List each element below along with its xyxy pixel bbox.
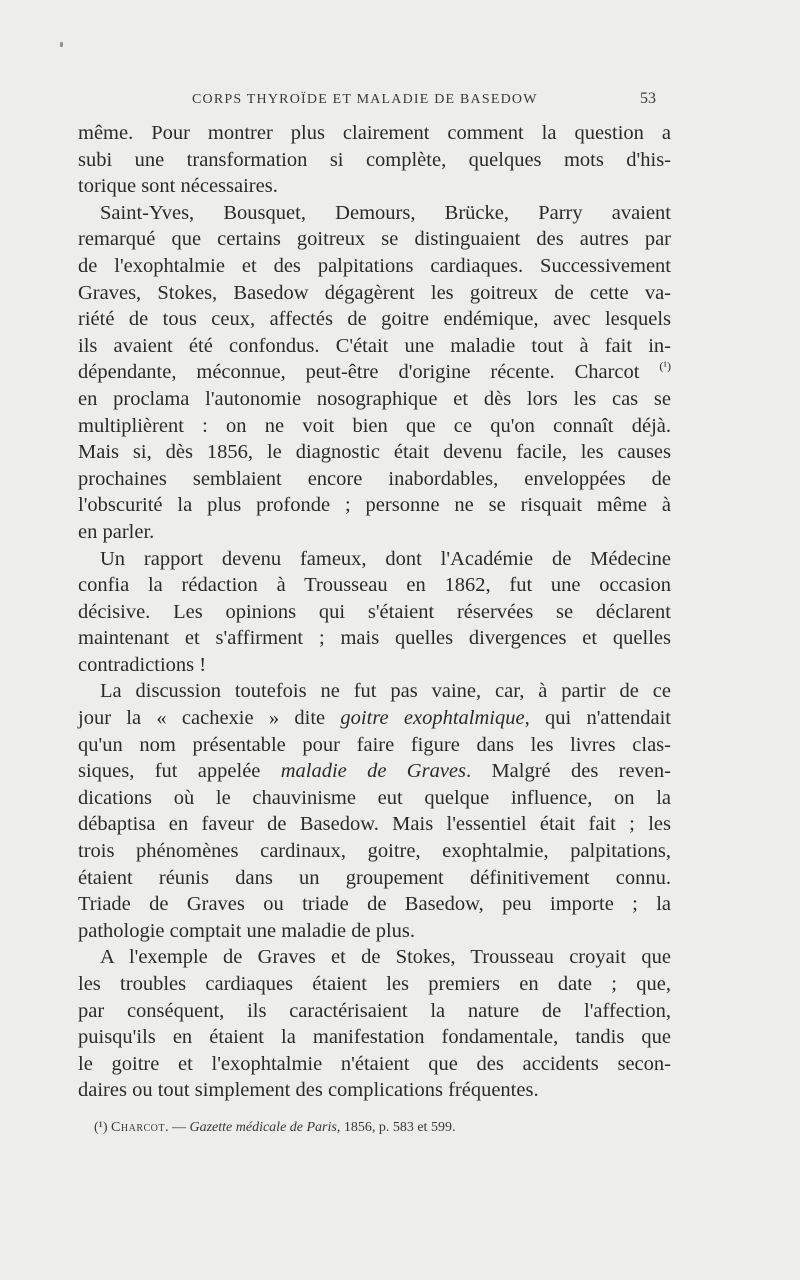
text-line: prochaines semblaient encore inabordables, enveloppées de (78, 467, 671, 490)
text-line: pathologie comptait une maladie de plus. (78, 919, 416, 942)
text-line: La discussion toutefois ne fut pas vaine, car, à partir de ce (100, 680, 671, 703)
page-number: 53 (640, 90, 656, 107)
text-segment: . Malgré des reven- (466, 760, 671, 783)
text-line: l'obscurité la plus profonde ; personne ne se risquait même à (78, 494, 671, 517)
text-line: de l'exophtalmie et des palpitations cardiaques. Successivement (78, 254, 671, 277)
text-line: multiplièrent : on ne voit bien que ce qu'on connaît déjà. (78, 414, 671, 437)
text-segment: siques, fut appelée (78, 760, 261, 783)
text-line: qu'un nom présentable pour faire figure dans les livres clas- (78, 733, 671, 756)
running-title: CORPS THYROÏDE ET MALADIE DE BASEDOW (192, 92, 538, 107)
text-line: remarqué que certains goitreux se distinguaient des autres par (78, 228, 671, 251)
text-line: Mais si, dès 1856, le diagnostic était devenu facile, les causes (78, 441, 671, 464)
text-line: décisive. Les opinions qui s'étaient réservées se déclarent (78, 600, 671, 623)
text-line: le goitre et l'exophtalmie n'étaient que des accidents secon- (78, 1052, 671, 1075)
body-text (78, 120, 671, 1104)
text-line: Un rapport devenu fameux, dont l'Académie de Médecine (100, 547, 671, 570)
footnote-journal: Gazette médicale de Paris (189, 1120, 337, 1135)
text-line: A l'exemple de Graves et de Stokes, Trousseau croyait que (100, 946, 671, 969)
text-line: puisqu'ils en étaient la manifestation fondamentale, tandis que (78, 1026, 671, 1049)
text-line: riété de tous ceux, affectés de goitre endémique, avec lesquels (78, 308, 671, 331)
footnote-author: Charcot (111, 1120, 165, 1135)
text-line: Graves, Stokes, Basedow dégagèrent les goitreux de cette va- (78, 281, 671, 304)
text-line: contradictions ! (78, 653, 207, 676)
text-line-with-note (78, 359, 671, 386)
text-line: étaient réunis dans un groupement définitivement connu. (78, 866, 671, 889)
text-line-mixed (78, 705, 671, 732)
text-line: dications où le chauvinisme eut quelque influence, on la (78, 786, 671, 809)
footnote-marker: (¹) (94, 1120, 108, 1135)
text-line: même. Pour montrer plus clairement comment la question a (78, 122, 671, 144)
text-segment: jour la « cachexie » dite (78, 707, 326, 730)
text-line: subi une transformation si complète, quelques mots d'his- (78, 148, 671, 171)
text-segment: dépendante, méconnue, peut-être d'origine récente. Charcot (78, 361, 640, 384)
text-line: débaptisa en faveur de Basedow. Mais l'essentiel était fait ; les (78, 813, 671, 836)
text-line: maintenant et s'affirment ; mais quelles divergences et quelles (78, 627, 671, 650)
text-line: en parler. (78, 520, 155, 543)
text-line: trois phénomènes cardinaux, goitre, exophtalmie, palpitations, (78, 840, 671, 863)
text-segment: , qui n'attendait (524, 707, 672, 730)
text-line: en proclama l'autonomie nosographique et dès lors les cas se (78, 387, 671, 410)
text-line: Triade de Graves ou triade de Basedow, peu importe ; la (78, 893, 671, 916)
text-line: confia la rédaction à Trousseau en 1862, fut une occasion (78, 574, 671, 597)
text-line: daires ou tout simplement des complications fréquentes. (78, 1079, 539, 1102)
footnote-reference: (¹) (659, 359, 671, 374)
text-line: par conséquent, ils caractérisaient la nature de l'affection, (78, 999, 671, 1022)
text-line: torique sont nécessaires. (78, 175, 278, 198)
footnote-details: , 1856, p. 583 et 599. (336, 1120, 456, 1135)
italic-term: maladie de Graves (280, 760, 466, 783)
italic-term: goitre exophtalmique (340, 707, 525, 730)
print-speck (60, 42, 63, 47)
text-line-mixed (78, 758, 671, 785)
text-line: ils avaient été confondus. C'était une maladie tout à fait in- (78, 334, 671, 357)
footnote (94, 1120, 455, 1136)
footnote-separator: . — (164, 1120, 186, 1135)
text-line: Saint-Yves, Bousquet, Demours, Brücke, Parry avaient (100, 201, 671, 224)
text-line: les troubles cardiaques étaient les premiers en date ; que, (78, 973, 671, 995)
